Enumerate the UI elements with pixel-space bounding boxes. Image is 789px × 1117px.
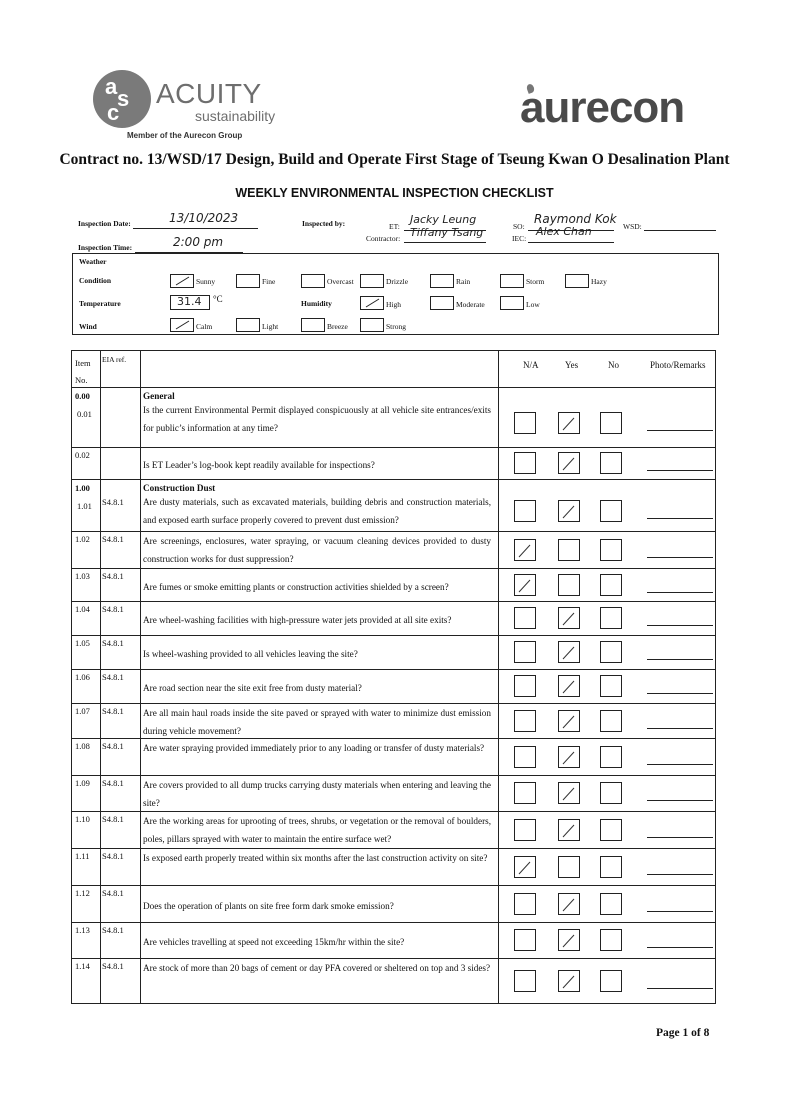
- inspection-time-label: Inspection Time:: [78, 243, 133, 252]
- answer-yes-checkbox[interactable]: [558, 970, 580, 992]
- answer-na-checkbox[interactable]: [514, 500, 536, 522]
- answer-na-checkbox[interactable]: [514, 746, 536, 768]
- item-number: 1.11: [75, 851, 90, 861]
- row-divider: [72, 922, 715, 923]
- row-divider: [72, 479, 715, 480]
- answer-yes-checkbox[interactable]: [558, 539, 580, 561]
- acuity-logo-icon: [93, 70, 151, 128]
- temperature-unit: °C: [213, 294, 223, 304]
- item-number: 1.03: [75, 571, 90, 581]
- item-number: 1.02: [75, 534, 90, 544]
- row-divider: [72, 669, 715, 670]
- remarks-field[interactable]: [647, 947, 713, 948]
- column-divider: [140, 351, 141, 1003]
- wind-light-label: Light: [262, 322, 279, 331]
- humidity-moderate-label: Moderate: [456, 300, 485, 309]
- check-mark-icon: [559, 820, 579, 840]
- eia-reference: S4.8.1: [102, 888, 124, 898]
- check-mark-icon: [174, 320, 191, 330]
- checklist-question: Is ET Leader’s log-book kept readily available for inspections?: [143, 460, 375, 470]
- answer-yes-checkbox[interactable]: [558, 782, 580, 804]
- answer-na-checkbox[interactable]: [514, 574, 536, 596]
- answer-na-checkbox[interactable]: [514, 893, 536, 915]
- answer-na-checkbox[interactable]: [514, 607, 536, 629]
- answer-na-checkbox[interactable]: [514, 710, 536, 732]
- remarks-field[interactable]: [647, 557, 713, 558]
- condition-sunny-label: Sunny: [196, 277, 216, 286]
- condition-storm-checkbox[interactable]: [500, 274, 524, 288]
- contractor-label: Contractor:: [366, 234, 401, 243]
- item-number: 1.09: [75, 778, 90, 788]
- answer-yes-checkbox[interactable]: [558, 574, 580, 596]
- header-yes: Yes: [565, 360, 579, 370]
- eia-reference: S4.8.1: [102, 741, 124, 751]
- remarks-field[interactable]: [647, 470, 713, 471]
- checklist-question: Does the operation of plants on site free form dark smoke emission?: [143, 901, 394, 911]
- check-mark-icon: [515, 857, 535, 877]
- eia-reference: S4.8.1: [102, 778, 124, 788]
- wind-breeze-label: Breeze: [327, 322, 348, 331]
- checklist-question: Are vehicles travelling at speed not exceeding 15km/hr within the site?: [143, 937, 405, 947]
- remarks-field[interactable]: [647, 625, 713, 626]
- checklist-question: Are stock of more than 20 bags of cement or day PFA covered or sheltered on top and 3 sides?: [143, 963, 491, 973]
- contract-title: Contract no. 13/WSD/17 Design, Build and Operate First Stage of Tseung Kwan O Desalination Plant: [59, 151, 730, 168]
- wsd-field[interactable]: [644, 216, 716, 231]
- section-number: 1.00: [75, 483, 90, 493]
- header-no: No.: [75, 375, 88, 385]
- answer-no-checkbox[interactable]: [600, 710, 622, 732]
- humidity-high-checkbox[interactable]: [360, 296, 384, 310]
- answer-na-checkbox[interactable]: [514, 856, 536, 878]
- checklist-question: Are all main haul roads inside the site paved or sprayed with water to minimize dust emission during vehicle movement?: [143, 708, 491, 736]
- answer-no-checkbox[interactable]: [600, 607, 622, 629]
- row-divider: [72, 601, 715, 602]
- acuity-glyph-c: c: [107, 100, 120, 125]
- remarks-field[interactable]: [647, 911, 713, 912]
- checklist-question: Are wheel-washing facilities with high-pressure water jets provided at all site exits?: [143, 615, 452, 625]
- checklist-question: Are the working areas for uprooting of trees, shrubs, or vegetation or the removal of boulders, poles, pillars sprayed with water to maintain the entire surface wet?: [143, 816, 491, 844]
- answer-yes-checkbox[interactable]: [558, 856, 580, 878]
- header-no-col: No: [608, 360, 619, 370]
- answer-no-checkbox[interactable]: [600, 746, 622, 768]
- weather-title: Weather: [79, 257, 107, 266]
- item-number: 0.01: [77, 409, 92, 419]
- aurecon-logo: aurecon: [520, 83, 685, 132]
- section-number: 0.00: [75, 391, 90, 401]
- et-label: ET:: [389, 222, 400, 231]
- answer-no-checkbox[interactable]: [600, 539, 622, 561]
- wind-label: Wind: [79, 322, 97, 331]
- item-number: 1.12: [75, 888, 90, 898]
- section-title: General: [143, 391, 175, 401]
- check-mark-icon: [559, 783, 579, 803]
- weather-section: [72, 253, 719, 335]
- answer-no-checkbox[interactable]: [600, 782, 622, 804]
- item-number: 1.08: [75, 741, 90, 751]
- item-number: 1.10: [75, 814, 90, 824]
- answer-no-checkbox[interactable]: [600, 893, 622, 915]
- condition-fine-label: Fine: [262, 277, 276, 286]
- check-mark-icon: [515, 540, 535, 560]
- acuity-glyph-a: a: [105, 74, 118, 99]
- answer-no-checkbox[interactable]: [600, 574, 622, 596]
- checklist-question: Are covers provided to all dump trucks carrying dusty materials when entering and leaving the site?: [143, 780, 491, 808]
- wind-calm-checkbox[interactable]: [170, 318, 194, 332]
- answer-na-checkbox[interactable]: [514, 452, 536, 474]
- answer-na-checkbox[interactable]: [514, 782, 536, 804]
- wsd-label: WSD:: [623, 222, 642, 231]
- condition-overcast-label: Overcast: [327, 277, 354, 286]
- contractor-field[interactable]: [404, 228, 486, 243]
- answer-yes-checkbox[interactable]: [558, 607, 580, 629]
- wind-breeze-checkbox[interactable]: [301, 318, 325, 332]
- check-mark-icon: [364, 298, 381, 308]
- inspection-date-value: 13/10/2023: [169, 211, 239, 225]
- eia-reference: S4.8.1: [102, 571, 124, 581]
- item-number: 1.14: [75, 961, 90, 971]
- humidity-label: Humidity: [301, 299, 332, 308]
- answer-yes-checkbox[interactable]: [558, 412, 580, 434]
- answer-yes-checkbox[interactable]: [558, 500, 580, 522]
- remarks-field[interactable]: [647, 728, 713, 729]
- eia-reference: S4.8.1: [102, 814, 124, 824]
- row-divider: [72, 447, 715, 448]
- remarks-field[interactable]: [647, 764, 713, 765]
- checklist-question: Are screenings, enclosures, water spraying, or vacuum cleaning devices provided to dusty construction works for dust suppression?: [143, 536, 491, 564]
- check-mark-icon: [559, 971, 579, 991]
- temperature-label: Temperature: [79, 299, 121, 308]
- condition-sunny-checkbox[interactable]: [170, 274, 194, 288]
- remarks-field[interactable]: [647, 988, 713, 989]
- answer-yes-checkbox[interactable]: [558, 641, 580, 663]
- item-number: 1.13: [75, 925, 90, 935]
- remarks-field[interactable]: [647, 592, 713, 593]
- answer-no-checkbox[interactable]: [600, 929, 622, 951]
- humidity-low-label: Low: [526, 300, 540, 309]
- answer-no-checkbox[interactable]: [600, 452, 622, 474]
- check-mark-icon: [559, 501, 579, 521]
- et-value: Jacky Leung: [410, 213, 477, 226]
- acuity-glyph-s: s: [117, 86, 130, 111]
- remarks-field[interactable]: [647, 874, 713, 875]
- answer-no-checkbox[interactable]: [600, 675, 622, 697]
- condition-label: Condition: [79, 276, 112, 285]
- inspection-time-field[interactable]: [135, 235, 243, 253]
- iec-label: IEC:: [512, 234, 527, 243]
- answer-no-checkbox[interactable]: [600, 500, 622, 522]
- answer-yes-checkbox[interactable]: [558, 929, 580, 951]
- condition-hazy-checkbox[interactable]: [565, 274, 589, 288]
- header-remarks: Photo/Remarks: [650, 360, 706, 370]
- row-divider: [72, 568, 715, 569]
- so-value: Raymond Kok: [534, 212, 617, 226]
- row-divider: [72, 387, 715, 388]
- eia-reference: S4.8.1: [102, 497, 124, 507]
- acuity-logo-member: Member of the Aurecon Group: [127, 131, 243, 140]
- acuity-logo-name: ACUITY: [156, 78, 262, 109]
- answer-no-checkbox[interactable]: [600, 970, 622, 992]
- remarks-field[interactable]: [647, 430, 713, 431]
- eia-reference: S4.8.1: [102, 925, 124, 935]
- header-na: N/A: [523, 360, 539, 370]
- wind-calm-label: Calm: [196, 322, 213, 331]
- checklist-question: Are road section near the site exit free from dusty material?: [143, 683, 362, 693]
- eia-reference: S4.8.1: [102, 706, 124, 716]
- row-divider: [72, 635, 715, 636]
- check-mark-icon: [559, 930, 579, 950]
- check-mark-icon: [559, 894, 579, 914]
- item-number: 1.04: [75, 604, 90, 614]
- inspected-by-label: Inspected by:: [302, 219, 346, 228]
- condition-fine-checkbox[interactable]: [236, 274, 260, 288]
- checklist-question: Are dusty materials, such as excavated materials, building debris and construction materials, and exposed earth surface properly covered to prevent dust emission?: [143, 497, 491, 525]
- header-eia-ref: EIA ref.: [102, 355, 127, 364]
- check-mark-icon: [559, 413, 579, 433]
- contractor-value: Tiffany Tsang: [410, 226, 484, 239]
- item-number: 1.07: [75, 706, 90, 716]
- remarks-field[interactable]: [647, 518, 713, 519]
- check-mark-icon: [174, 276, 191, 286]
- remarks-field[interactable]: [647, 693, 713, 694]
- wind-light-checkbox[interactable]: [236, 318, 260, 332]
- answer-na-checkbox[interactable]: [514, 641, 536, 663]
- eia-reference: S4.8.1: [102, 534, 124, 544]
- check-mark-icon: [559, 642, 579, 662]
- page-title: WEEKLY ENVIRONMENTAL INSPECTION CHECKLIST: [235, 186, 554, 200]
- inspection-date-field[interactable]: [133, 211, 258, 229]
- answer-no-checkbox[interactable]: [600, 412, 622, 434]
- answer-no-checkbox[interactable]: [600, 641, 622, 663]
- remarks-field[interactable]: [647, 800, 713, 801]
- answer-yes-checkbox[interactable]: [558, 675, 580, 697]
- section-title: Construction Dust: [143, 483, 216, 493]
- answer-yes-checkbox[interactable]: [558, 819, 580, 841]
- answer-na-checkbox[interactable]: [514, 675, 536, 697]
- answer-no-checkbox[interactable]: [600, 819, 622, 841]
- temperature-field[interactable]: [170, 295, 210, 310]
- item-number: 1.06: [75, 672, 90, 682]
- answer-yes-checkbox[interactable]: [558, 893, 580, 915]
- item-number: 1.05: [75, 638, 90, 648]
- answer-na-checkbox[interactable]: [514, 539, 536, 561]
- page-number: Page 1 of 8: [656, 1027, 710, 1039]
- condition-drizzle-label: Drizzle: [386, 277, 409, 286]
- humidity-low-checkbox[interactable]: [500, 296, 524, 310]
- checklist-question: Is the current Environmental Permit displayed conspicuously at all vehicle site entrances/exits for public’s information at any time?: [143, 405, 491, 433]
- acuity-logo-subtitle: sustainability: [195, 108, 276, 124]
- eia-reference: S4.8.1: [102, 961, 124, 971]
- checklist-table: [71, 350, 716, 1004]
- checklist-question: Is exposed earth properly treated within six months after the last construction activity on site?: [143, 853, 488, 863]
- condition-rain-checkbox[interactable]: [430, 274, 454, 288]
- eia-reference: S4.8.1: [102, 638, 124, 648]
- inspection-time-value: 2:00 pm: [173, 235, 224, 249]
- humidity-high-label: High: [386, 300, 401, 309]
- check-mark-icon: [559, 676, 579, 696]
- iec-field[interactable]: [528, 225, 614, 243]
- condition-rain-label: Rain: [456, 277, 471, 286]
- check-mark-icon: [559, 747, 579, 767]
- row-divider: [72, 885, 715, 886]
- wind-strong-checkbox[interactable]: [360, 318, 384, 332]
- inspection-date-label: Inspection Date:: [78, 219, 131, 228]
- answer-na-checkbox[interactable]: [514, 412, 536, 434]
- answer-na-checkbox[interactable]: [514, 929, 536, 951]
- check-mark-icon: [515, 575, 535, 595]
- check-mark-icon: [559, 453, 579, 473]
- item-number: 0.02: [75, 450, 90, 460]
- remarks-field[interactable]: [647, 837, 713, 838]
- eia-reference: S4.8.1: [102, 672, 124, 682]
- condition-drizzle-checkbox[interactable]: [360, 274, 384, 288]
- so-label: SO:: [513, 222, 525, 231]
- condition-hazy-label: Hazy: [591, 277, 607, 286]
- eia-reference: S4.8.1: [102, 851, 124, 861]
- answer-yes-checkbox[interactable]: [558, 710, 580, 732]
- temperature-value: 31.4: [177, 295, 202, 308]
- answer-yes-checkbox[interactable]: [558, 452, 580, 474]
- answer-no-checkbox[interactable]: [600, 856, 622, 878]
- humidity-moderate-checkbox[interactable]: [430, 296, 454, 310]
- condition-storm-label: Storm: [526, 277, 545, 286]
- column-divider: [100, 351, 101, 1003]
- check-mark-icon: [559, 711, 579, 731]
- answer-na-checkbox[interactable]: [514, 970, 536, 992]
- condition-overcast-checkbox[interactable]: [301, 274, 325, 288]
- answer-na-checkbox[interactable]: [514, 819, 536, 841]
- iec-value: Alex Chan: [536, 225, 592, 238]
- check-mark-icon: [559, 608, 579, 628]
- remarks-field[interactable]: [647, 659, 713, 660]
- answer-yes-checkbox[interactable]: [558, 746, 580, 768]
- eia-reference: S4.8.1: [102, 604, 124, 614]
- header-item: Item: [75, 358, 91, 368]
- checklist-question: Is wheel-washing provided to all vehicles leaving the site?: [143, 649, 358, 659]
- checklist-question: Are fumes or smoke emitting plants or construction activities shielded by a screen?: [143, 582, 449, 592]
- item-number: 1.01: [77, 501, 92, 511]
- column-divider: [498, 351, 499, 1003]
- wind-strong-label: Strong: [386, 322, 407, 331]
- checklist-question: Are water spraying provided immediately prior to any loading or transfer of dusty materials?: [143, 743, 485, 753]
